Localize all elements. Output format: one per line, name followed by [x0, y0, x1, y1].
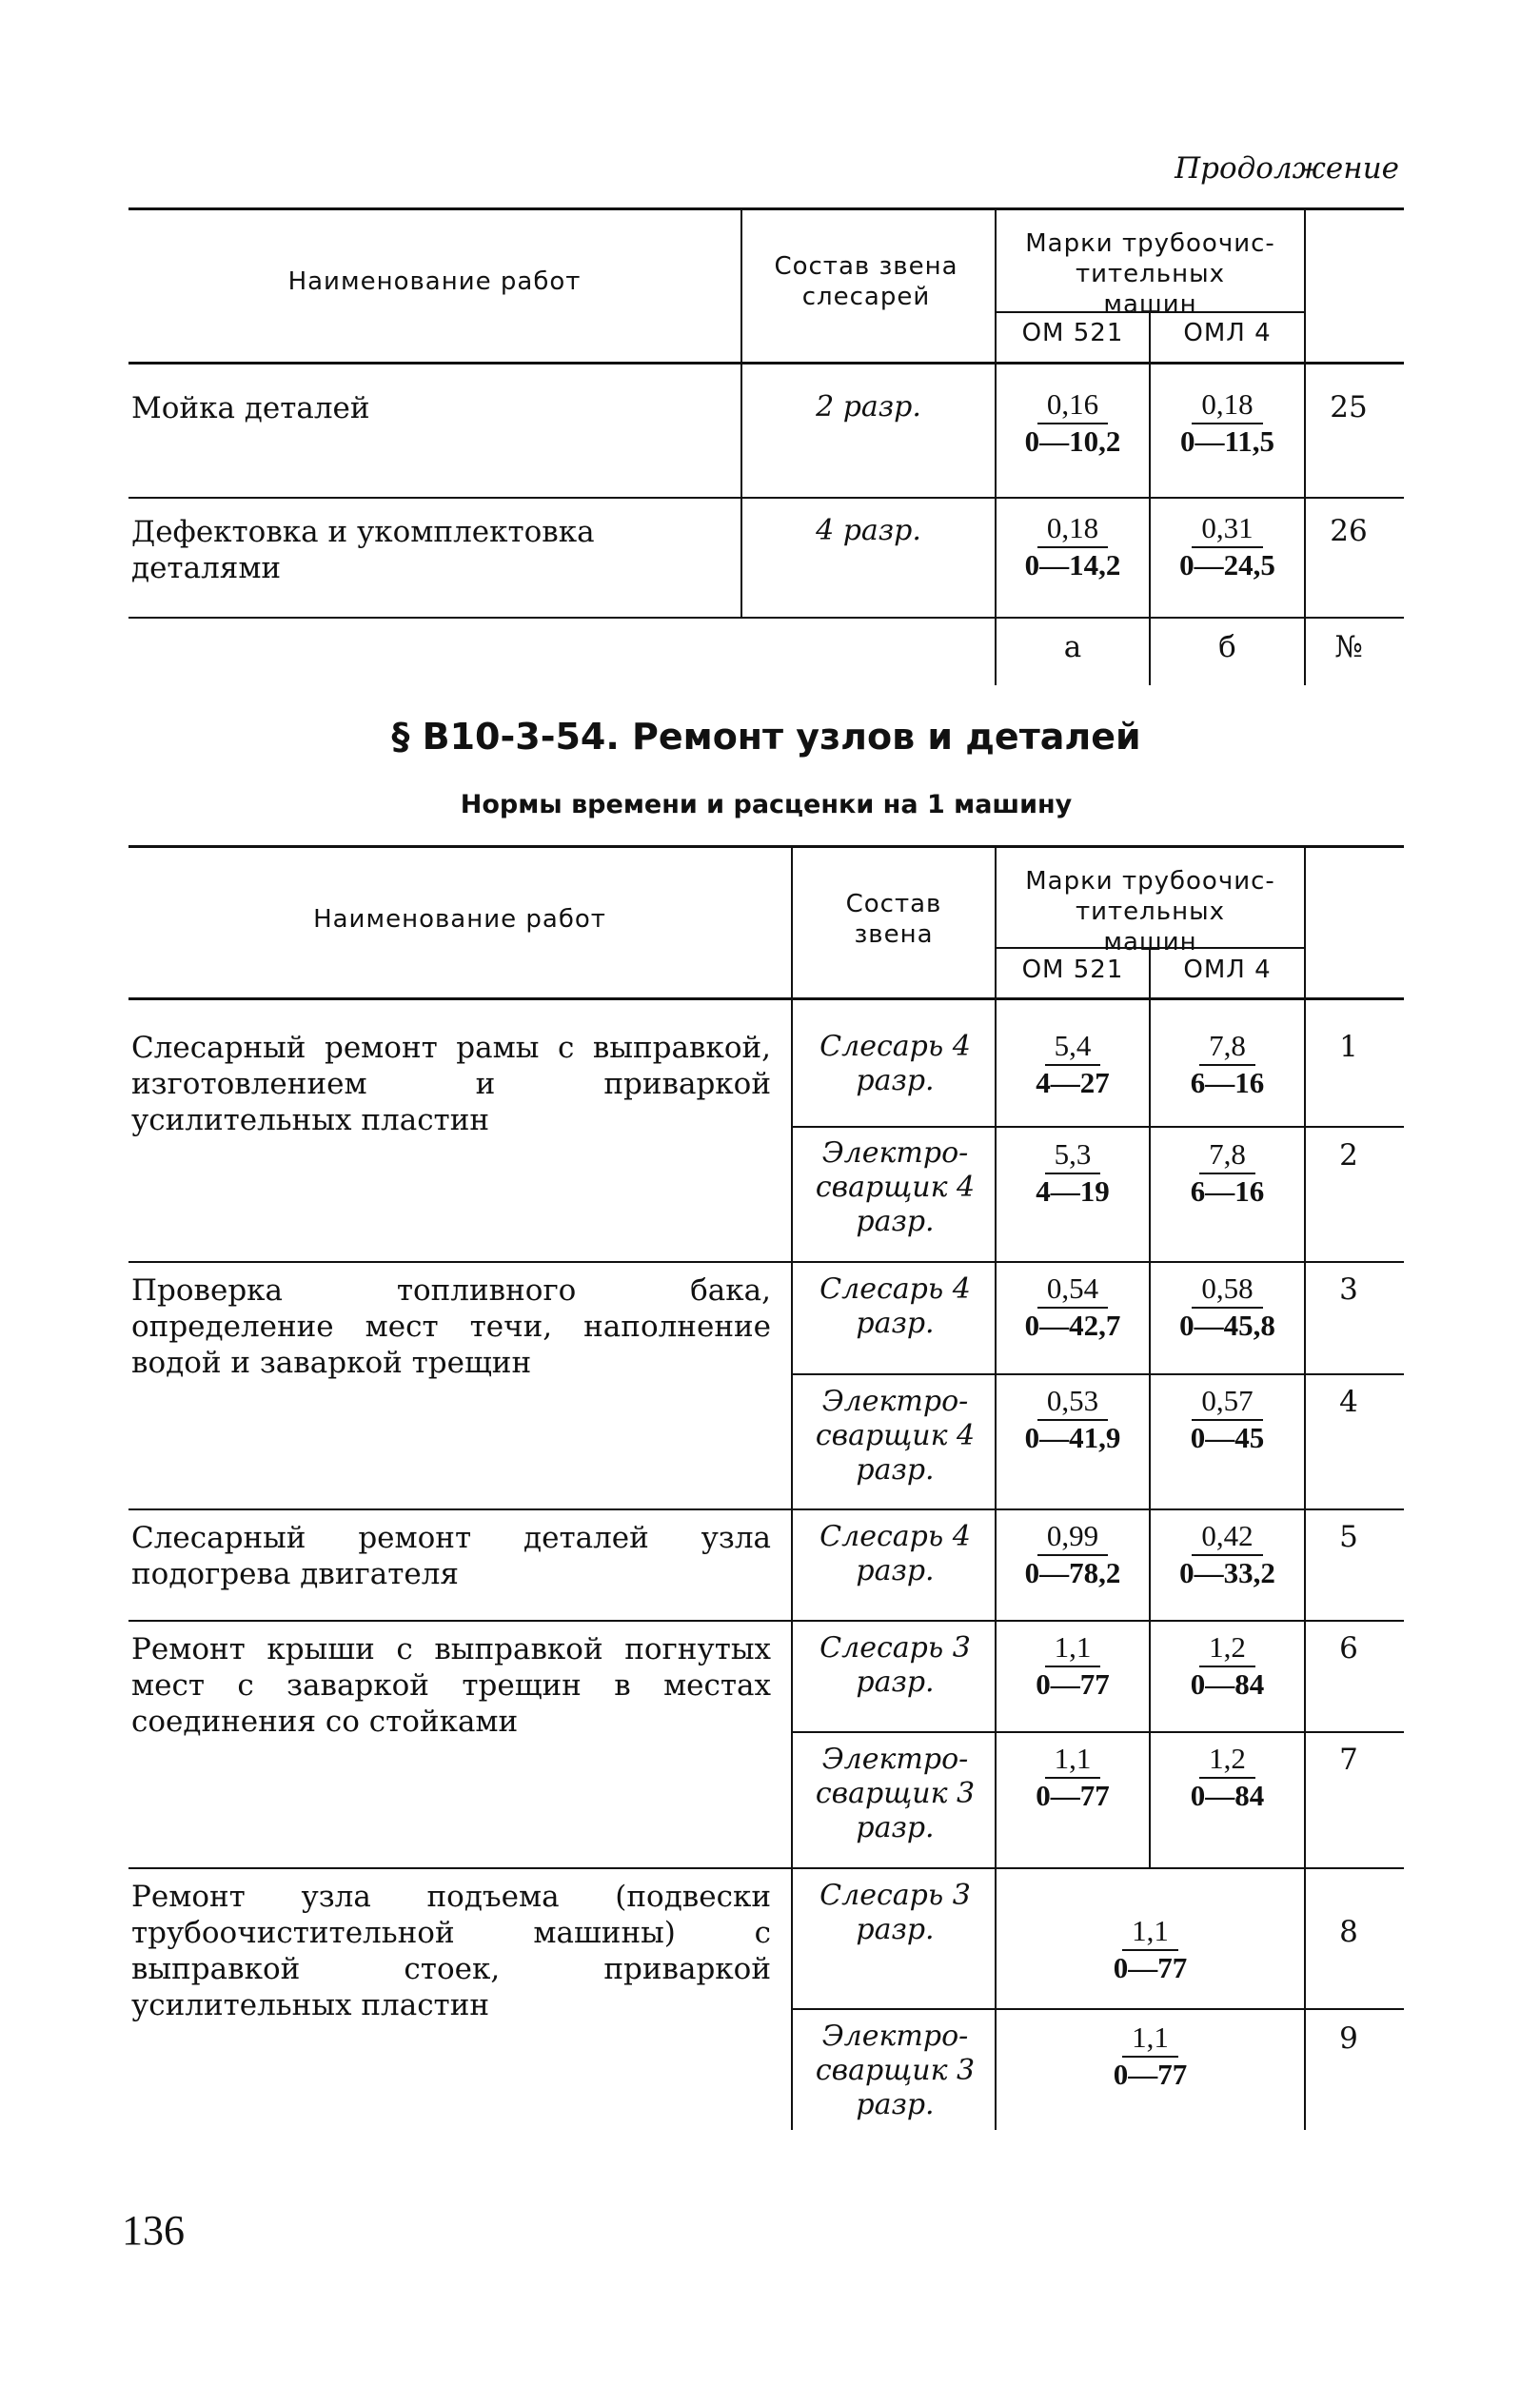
fraction-denominator: 0—11,5 — [1179, 424, 1275, 458]
table1-row-26-om521 — [997, 512, 1149, 582]
table2-header-rule — [128, 997, 1404, 1000]
table2-row-4-oml4 — [1151, 1385, 1304, 1455]
fraction-denominator: 6—16 — [1190, 1174, 1265, 1208]
fraction-denominator: 0—14,2 — [1024, 548, 1121, 582]
table2-row-5-crew: Слесарь 4 разр. — [819, 1520, 971, 1587]
table1-header-rule — [128, 362, 1404, 365]
table2-work-5: Ремонт узла подъема (подвески трубоочистительной машины) с выправкой стоек, приваркой усилительных пластин — [131, 1880, 771, 2022]
table2-row-5-oml4 — [1151, 1520, 1304, 1590]
fraction-denominator: 0—84 — [1190, 1779, 1265, 1812]
table2-work-4: Ремонт крыши с выправкой погнутых мест с заваркой трещин в местах соединения со стойками — [131, 1632, 771, 1739]
table2-row-6-oml4 — [1151, 1631, 1304, 1702]
table2-row-6-om521 — [997, 1631, 1149, 1702]
table1-row-26-oml4 — [1151, 512, 1304, 582]
table2-group-rule-4 — [128, 1867, 1404, 1869]
fraction-numerator: 1,1 — [1122, 1915, 1178, 1951]
table2-row-2-crew: Электро-сварщик 4 разр. — [815, 1136, 976, 1238]
table1-header-work: Наименование работ — [287, 267, 582, 296]
table1-footer-a: а — [1063, 630, 1082, 664]
table2-header-crew: Состав звена — [845, 890, 942, 949]
table2-row-3-om521 — [997, 1272, 1149, 1343]
table2-row-7-number: 7 — [1339, 1743, 1358, 1777]
table1-row-rule — [128, 497, 1404, 499]
fraction-numerator: 1,2 — [1199, 1631, 1255, 1667]
table1-header-crew: Состав звена слесарей — [774, 252, 958, 311]
table2-row-4-crew: Электро-сварщик 4 разр. — [815, 1385, 976, 1487]
table2-row-5-number: 5 — [1339, 1520, 1358, 1554]
fraction-denominator: 0—42,7 — [1024, 1309, 1121, 1342]
fraction-denominator: 0—78,2 — [1024, 1556, 1121, 1589]
fraction-denominator: 4—27 — [1036, 1066, 1110, 1099]
table1-footer-b: б — [1218, 630, 1236, 664]
table2-row-4-om521 — [997, 1385, 1149, 1455]
table2-group-rule-2 — [128, 1508, 1404, 1510]
table2-row-7-oml4 — [1151, 1743, 1304, 1813]
table2-row-3-crew: Слесарь 4 разр. — [819, 1272, 971, 1340]
table2-top-rule — [128, 845, 1404, 848]
section-subtitle: Нормы времени и расценки на 1 машину — [460, 790, 1073, 819]
fraction-numerator: 1,1 — [1122, 2021, 1178, 2058]
table2-group-rule-3 — [128, 1620, 1404, 1622]
table2-subrow-rule-4 — [793, 2008, 1404, 2010]
table1-bottom-rule — [128, 617, 1404, 619]
table2-row-7-crew: Электро-сварщик 3 разр. — [815, 1743, 976, 1844]
fraction-numerator: 0,57 — [1192, 1385, 1262, 1421]
fraction-numerator: 0,58 — [1192, 1272, 1262, 1309]
fraction-denominator: 4—19 — [1036, 1174, 1110, 1208]
fraction-denominator: 0—45 — [1190, 1421, 1265, 1454]
table2-row-9-crew: Электро-сварщик 3 разр. — [815, 2020, 976, 2121]
table2-row-6-crew: Слесарь 3 разр. — [819, 1631, 971, 1699]
table1-row-26-number: 26 — [1330, 514, 1368, 548]
fraction-denominator: 0—24,5 — [1179, 548, 1275, 582]
table1-row-25-om521 — [997, 388, 1149, 459]
table1-footer-no: № — [1334, 630, 1363, 664]
fraction-numerator: 0,31 — [1192, 512, 1262, 548]
fraction-numerator: 1,1 — [1045, 1631, 1101, 1667]
table1-header-machines: Марки трубоочис-тительных машин — [1025, 229, 1275, 319]
table2-row-2-oml4 — [1151, 1138, 1304, 1209]
table2-header-work: Наименование работ — [313, 905, 606, 934]
table2-row-8-both — [997, 1915, 1304, 1985]
table2-header-om521: ОМ 521 — [1021, 956, 1124, 984]
table1-top-rule — [128, 207, 1404, 210]
fraction-numerator: 7,8 — [1199, 1138, 1255, 1174]
table2-work-1: Слесарный ремонт рамы с выправкой, изготовлением и приваркой усилительных пластин — [131, 1031, 771, 1137]
fraction-numerator: 1,2 — [1199, 1743, 1255, 1779]
fraction-numerator: 0,99 — [1037, 1520, 1108, 1556]
fraction-denominator: 0—77 — [1113, 2058, 1188, 2091]
fraction-denominator: 0—77 — [1113, 1951, 1188, 1984]
fraction-numerator: 0,53 — [1037, 1385, 1108, 1421]
table2-row-3-number: 3 — [1339, 1272, 1358, 1307]
table1-row-25-number: 25 — [1330, 390, 1368, 424]
table2-group-rule-1 — [128, 1261, 1404, 1263]
fraction-denominator: 6—16 — [1190, 1066, 1265, 1099]
table2-row-9-number: 9 — [1339, 2021, 1358, 2056]
table2-row-4-number: 4 — [1339, 1385, 1358, 1419]
section-title: § В10-3-54. Ремонт узлов и деталей — [391, 716, 1141, 758]
table2-row-8-crew: Слесарь 3 разр. — [819, 1879, 971, 1946]
fraction-numerator: 0,16 — [1037, 388, 1108, 424]
table2-row-2-number: 2 — [1339, 1138, 1358, 1173]
fraction-denominator: 0—41,9 — [1024, 1421, 1121, 1454]
table2-row-3-oml4 — [1151, 1272, 1304, 1343]
table1-row-25-crew: 2 разр. — [816, 390, 921, 424]
table2-row-2-om521 — [997, 1138, 1149, 1209]
fraction-denominator: 0—84 — [1190, 1667, 1265, 1701]
table2-work-3: Слесарный ремонт деталей узла подогрева двигателя — [131, 1521, 771, 1591]
table2-row-7-om521 — [997, 1743, 1149, 1813]
fraction-numerator: 5,4 — [1045, 1030, 1101, 1066]
fraction-denominator: 0—33,2 — [1179, 1556, 1275, 1589]
table2-row-1-crew: Слесарь 4 разр. — [819, 1030, 971, 1097]
table2-header-oml4: ОМЛ 4 — [1183, 956, 1272, 984]
table1-header-oml4: ОМЛ 4 — [1183, 319, 1272, 347]
table2-row-9-both — [997, 2021, 1304, 2092]
page-number: 136 — [122, 2207, 185, 2254]
fraction-numerator: 7,8 — [1199, 1030, 1255, 1066]
table2-work-2: Проверка топливного бака, определение мест течи, наполнение водой и заваркой трещин — [131, 1273, 771, 1380]
table2-row-5-om521 — [997, 1520, 1149, 1590]
table1-row-25-oml4 — [1151, 388, 1304, 459]
table2-subrow-rule-2 — [793, 1373, 1404, 1375]
table1-vline-4 — [1304, 207, 1306, 685]
fraction-numerator: 0,18 — [1192, 388, 1262, 424]
fraction-denominator: 0—77 — [1036, 1667, 1110, 1701]
table2-subrow-rule-1 — [793, 1126, 1404, 1128]
table2-row-8-number: 8 — [1339, 1915, 1358, 1949]
table2-subrow-rule-3 — [793, 1731, 1404, 1733]
fraction-numerator: 1,1 — [1045, 1743, 1101, 1779]
fraction-numerator: 0,18 — [1037, 512, 1108, 548]
fraction-denominator: 0—10,2 — [1024, 424, 1121, 458]
table2-row-1-oml4 — [1151, 1030, 1304, 1100]
fraction-numerator: 0,54 — [1037, 1272, 1108, 1309]
table1-row-26-crew: 4 разр. — [816, 514, 921, 547]
table2-row-6-number: 6 — [1339, 1631, 1358, 1666]
continuation-label: Продолжение — [1175, 151, 1399, 186]
fraction-numerator: 0,42 — [1192, 1520, 1262, 1556]
fraction-denominator: 0—45,8 — [1179, 1309, 1275, 1342]
table2-row-1-om521 — [997, 1030, 1149, 1100]
table2-row-1-number: 1 — [1339, 1030, 1358, 1064]
table1-header-om521: ОМ 521 — [1021, 319, 1124, 347]
table2-vline-1 — [791, 845, 793, 2130]
fraction-numerator: 5,3 — [1045, 1138, 1101, 1174]
table1-row-25-work: Мойка деталей — [131, 391, 370, 425]
table1-row-26-work: Дефектовка и укомплектовка деталями — [131, 515, 595, 585]
fraction-denominator: 0—77 — [1036, 1779, 1110, 1812]
table2-header-machines: Марки трубоочис-тительных машин — [1025, 867, 1275, 956]
